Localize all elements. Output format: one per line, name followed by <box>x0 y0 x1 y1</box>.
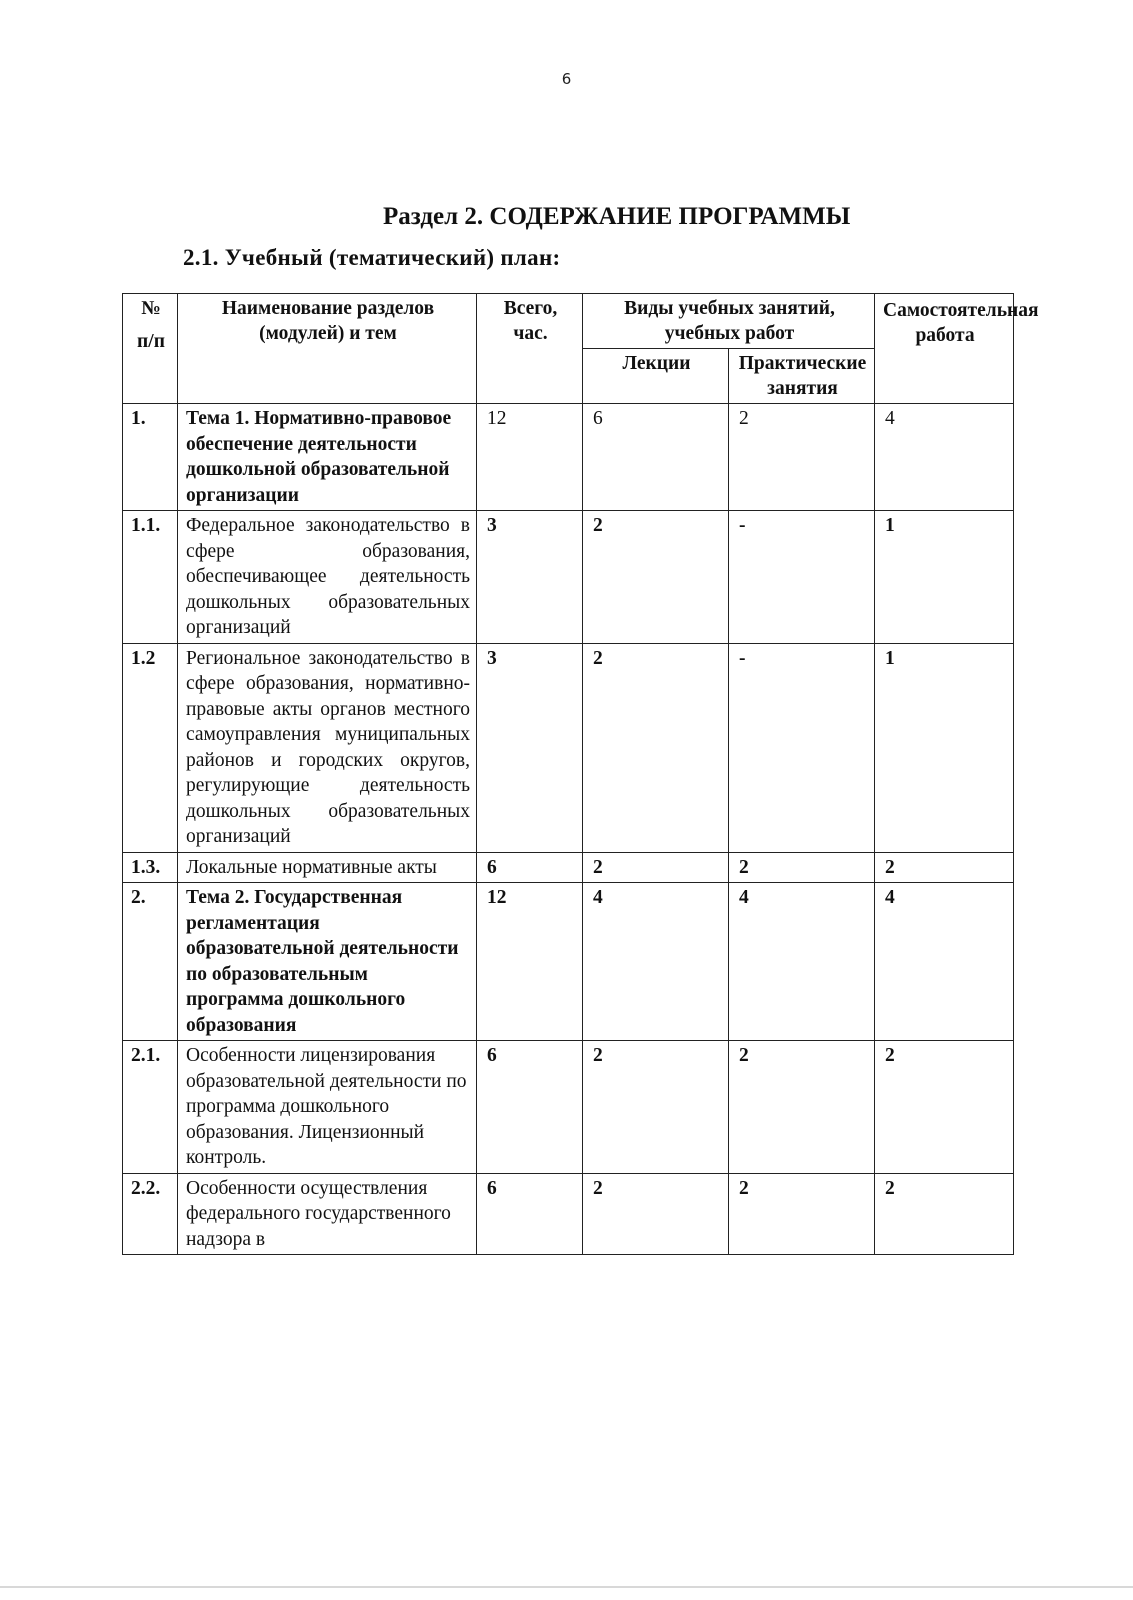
row-lectures: 2 <box>583 852 729 883</box>
row-name: Тема 2. Государственная регламентация образовательной деятельности по образовательным программа дошкольного образования <box>178 883 477 1041</box>
row-name: Федеральное законодательство в сфере образования, обеспечивающее деятельность дошкольных образовательных организаций <box>178 511 477 644</box>
row-total: 6 <box>477 852 583 883</box>
row-practice: - <box>729 511 875 644</box>
table-row <box>123 1041 1014 1174</box>
row-practice: 2 <box>729 1173 875 1255</box>
row-number: 1.2 <box>123 643 178 852</box>
row-lectures: 2 <box>583 1173 729 1255</box>
table-row <box>123 643 1014 852</box>
row-number: 2. <box>123 883 178 1041</box>
row-number: 1. <box>123 404 178 511</box>
header-total: Всего, час. <box>477 294 583 404</box>
header-lectures: Лекции <box>583 349 729 404</box>
table-row <box>123 883 1014 1041</box>
row-independent: 2 <box>875 852 1014 883</box>
row-independent: 2 <box>875 1041 1014 1174</box>
row-lectures: 2 <box>583 643 729 852</box>
section-title: Раздел 2. СОДЕРЖАНИЕ ПРОГРАММЫ <box>383 203 851 230</box>
row-lectures: 6 <box>583 404 729 511</box>
row-independent: 4 <box>875 883 1014 1041</box>
row-independent: 1 <box>875 511 1014 644</box>
row-total: 3 <box>477 643 583 852</box>
scan-edge-line <box>0 1586 1133 1588</box>
row-practice: 4 <box>729 883 875 1041</box>
header-number: № п/п <box>123 294 178 404</box>
row-name: Региональное законодательство в сфере образования, нормативно-правовые акты органов местного самоуправления муниципальных районов и городских округов, регулирующие деятельность дошкольных образовательных организаций <box>178 643 477 852</box>
row-number: 1.1. <box>123 511 178 644</box>
curriculum-table <box>122 293 1039 1255</box>
row-total: 12 <box>477 404 583 511</box>
row-lectures: 4 <box>583 883 729 1041</box>
header-independent: Самостоятельная работа <box>875 294 1014 404</box>
table-row <box>123 511 1014 644</box>
row-independent: 1 <box>875 643 1014 852</box>
row-lectures: 2 <box>583 1041 729 1174</box>
row-practice: - <box>729 643 875 852</box>
row-number: 2.2. <box>123 1173 178 1255</box>
row-name: Локальные нормативные акты <box>178 852 477 883</box>
row-total: 6 <box>477 1041 583 1174</box>
row-number: 1.3. <box>123 852 178 883</box>
row-independent: 4 <box>875 404 1014 511</box>
table-row <box>123 852 1014 883</box>
row-total: 6 <box>477 1173 583 1255</box>
table-row <box>123 404 1014 511</box>
row-number: 2.1. <box>123 1041 178 1174</box>
row-lectures: 2 <box>583 511 729 644</box>
header-name: Наименование разделов (модулей) и тем <box>178 294 477 404</box>
row-name: Особенности лицензирования образовательной деятельности по программа дошкольного образования. Лицензионный контроль. <box>178 1041 477 1174</box>
row-practice: 2 <box>729 852 875 883</box>
header-types: Виды учебных занятий, учебных работ <box>583 294 875 349</box>
header-practice: Практические занятия <box>729 349 875 404</box>
row-independent: 2 <box>875 1173 1014 1255</box>
row-practice: 2 <box>729 1041 875 1174</box>
row-total: 3 <box>477 511 583 644</box>
row-total: 12 <box>477 883 583 1041</box>
subsection-title: 2.1. Учебный (тематический) план: <box>183 245 561 270</box>
row-name: Тема 1. Нормативно-правовое обеспечение деятельности дошкольной образовательной организации <box>178 404 477 511</box>
table-row <box>123 1173 1014 1255</box>
row-name: Особенности осуществления федерального государственного надзора в <box>178 1173 477 1255</box>
page-number: 6 <box>561 70 572 88</box>
row-practice: 2 <box>729 404 875 511</box>
